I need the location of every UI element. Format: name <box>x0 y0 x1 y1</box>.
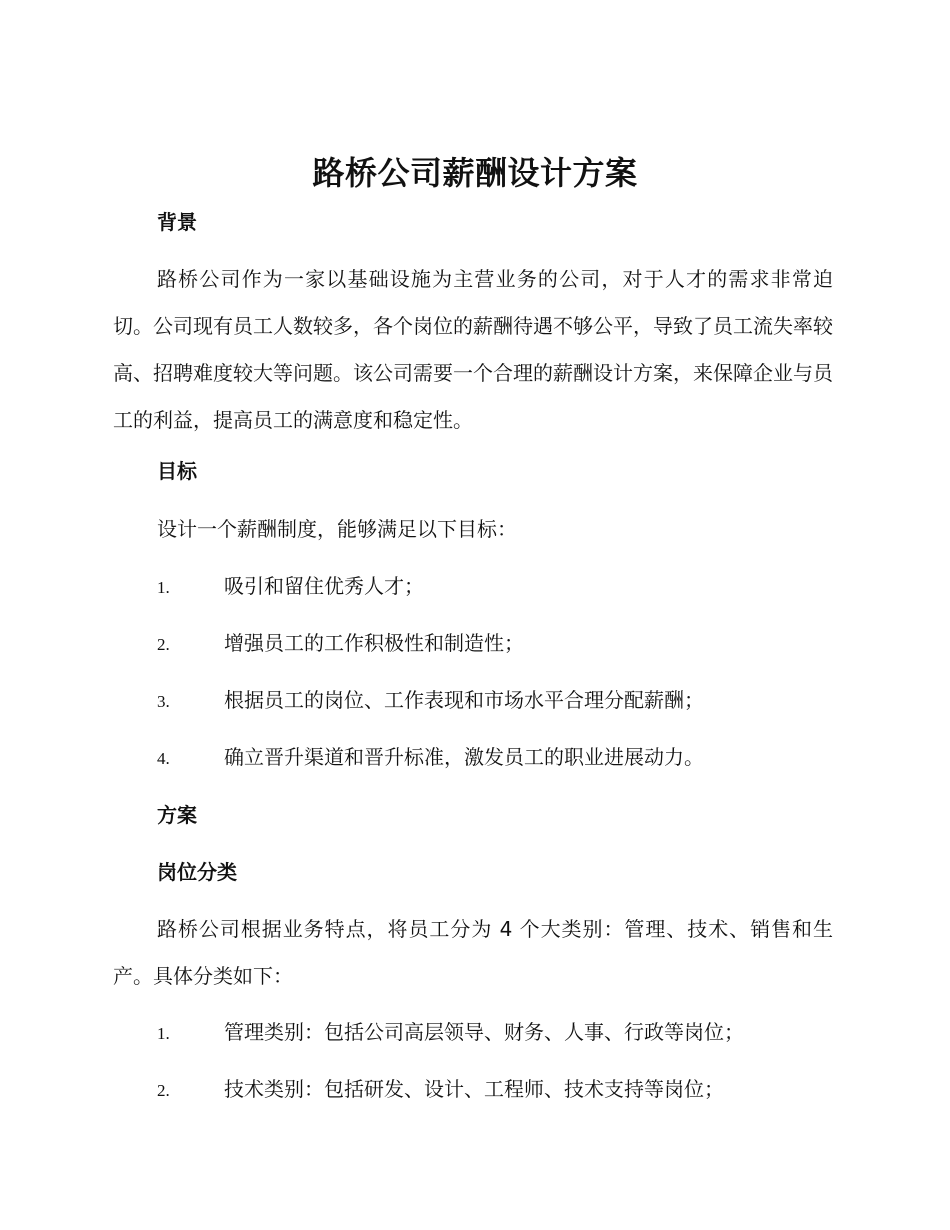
background-paragraph: 路桥公司作为一家以基础设施为主营业务的公司，对于人才的需求非常迫切。公司现有员工人数较多，各个岗位的薪酬待遇不够公平，导致了员工流失率较高、招聘难度较大等问题。该公司需要一个合理的薪酬设计方案，来保障企业与员工的利益，提高员工的满意度和稳定性。 <box>113 267 833 432</box>
list-number: 1. <box>157 1024 170 1043</box>
list-number: 2. <box>157 635 170 654</box>
goals-intro: 设计一个薪酬制度，能够满足以下目标： <box>157 517 517 541</box>
subsection-heading-job-classification: 岗位分类 <box>157 860 237 884</box>
section-heading-background: 背景 <box>157 210 197 234</box>
list-text: 管理类别：包括公司高层领导、财务、人事、行政等岗位； <box>224 1020 744 1044</box>
list-text: 吸引和留住优秀人才； <box>224 574 424 598</box>
plan-paragraph: 路桥公司根据业务特点，将员工分为 4 个大类别：管理、技术、销售和生产。具体分类如下： <box>113 917 833 988</box>
list-text: 确立晋升渠道和晋升标准，激发员工的职业进展动力。 <box>224 745 704 769</box>
list-text: 增强员工的工作积极性和制造性； <box>224 631 524 655</box>
list-number: 1. <box>157 578 170 597</box>
list-number: 4. <box>157 749 170 768</box>
list-text: 根据员工的岗位、工作表现和市场水平合理分配薪酬； <box>224 688 704 712</box>
list-number: 2. <box>157 1081 170 1100</box>
document-title: 路桥公司薪酬设计方案 <box>312 154 638 192</box>
section-heading-goals: 目标 <box>157 459 197 483</box>
list-text: 技术类别：包括研发、设计、工程师、技术支持等岗位； <box>224 1077 724 1101</box>
list-number: 3. <box>157 692 170 711</box>
section-heading-plan: 方案 <box>157 803 197 827</box>
